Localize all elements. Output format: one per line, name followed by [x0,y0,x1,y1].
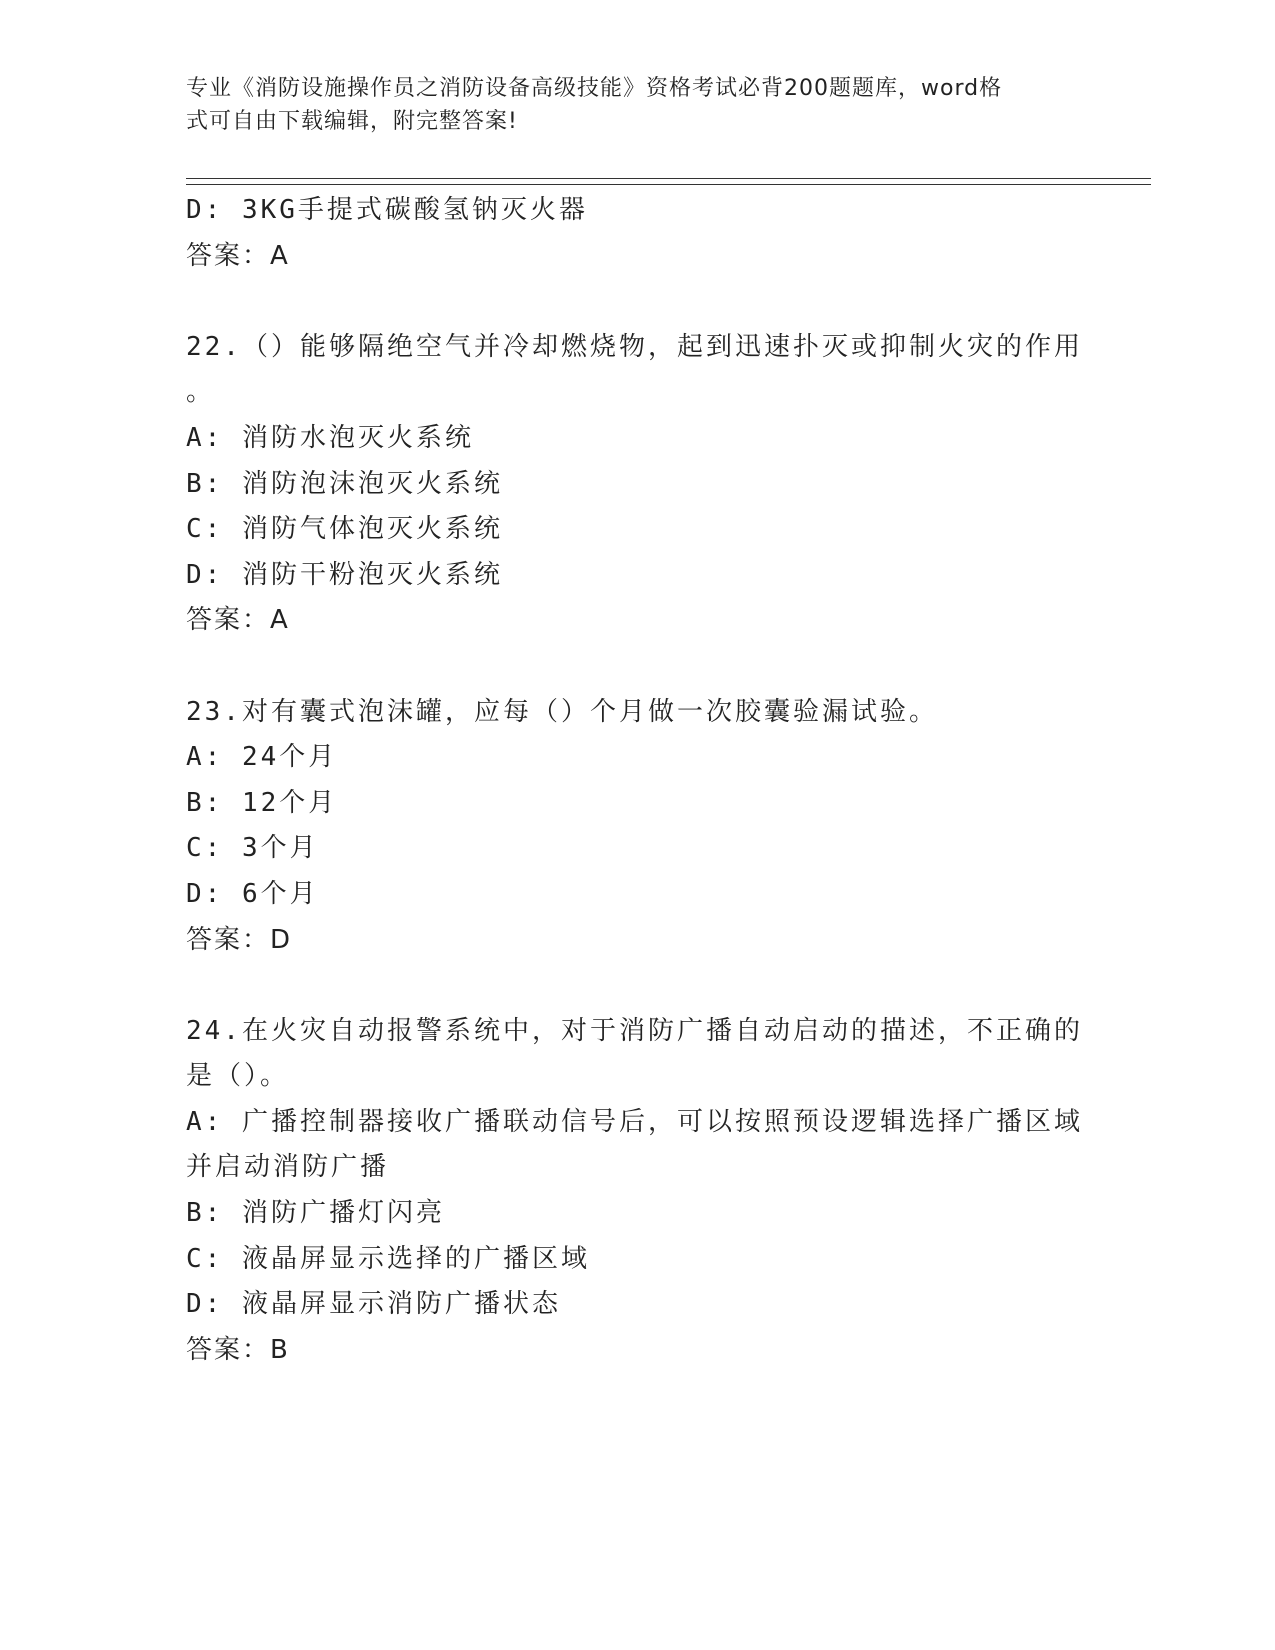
question-24-answer: 答案：B [186,1334,290,1365]
header-divider-bottom [186,184,1151,185]
question-22-option-c: C: 消防气体泡灭火系统 [186,514,503,545]
question-22-option-d: D: 消防干粉泡灭火系统 [186,559,503,590]
prev-question-option-d: D: 3KG手提式碳酸氢钠灭火器 [186,195,588,225]
header-divider-top [186,178,1151,179]
spacer [186,644,1086,690]
header-line-1: 专业《消防设施操作员之消防设备高级技能》资格考试必背200题题库，word格 [186,76,1003,101]
header-line-2: 式可自由下载编辑，附完整答案! [186,109,518,134]
question-24-option-c: C: 液晶屏显示选择的广播区域 [186,1243,590,1274]
question-24-option-a-line-1: A: 广播控制器接收广播联动信号后，可以按照预设逻辑选择广播区域 [186,1106,1083,1137]
spacer [186,279,1086,325]
question-23-option-b: B: 12个月 [186,787,338,818]
question-list [186,188,1086,1373]
question-23-answer: 答案：D [186,924,293,955]
question-23-option-c: C: 3个月 [186,833,319,864]
question-22-stem-line-1: 22.（）能够隔绝空气并冷却燃烧物，起到迅速扑灭或抑制火灾的作用 [186,331,1083,362]
question-24-stem-line-1: 24.在火灾自动报警系统中，对于消防广播自动启动的描述，不正确的 [186,1015,1083,1046]
question-22-stem-line-2: 。 [186,377,216,408]
question-22-option-a: A: 消防水泡灭火系统 [186,422,474,453]
question-24-option-a-line-2: 并启动消防广播 [186,1152,390,1183]
question-22-answer: 答案：A [186,605,290,636]
question-24-stem-line-2: 是（）。 [186,1061,290,1092]
question-24-option-d: D: 液晶屏显示消防广播状态 [186,1289,561,1320]
question-23-stem: 23.对有囊式泡沫罐，应每（）个月做一次胶囊验漏试验。 [186,696,938,727]
document-header [186,72,1086,138]
prev-question-answer: 答案：A [186,240,290,271]
spacer [186,963,1086,1009]
question-22-option-b: B: 消防泡沫泡灭火系统 [186,468,503,499]
question-24-option-b: B: 消防广播灯闪亮 [186,1198,445,1229]
question-23-option-d: D: 6个月 [186,878,319,909]
question-23-option-a: A: 24个月 [186,742,338,773]
